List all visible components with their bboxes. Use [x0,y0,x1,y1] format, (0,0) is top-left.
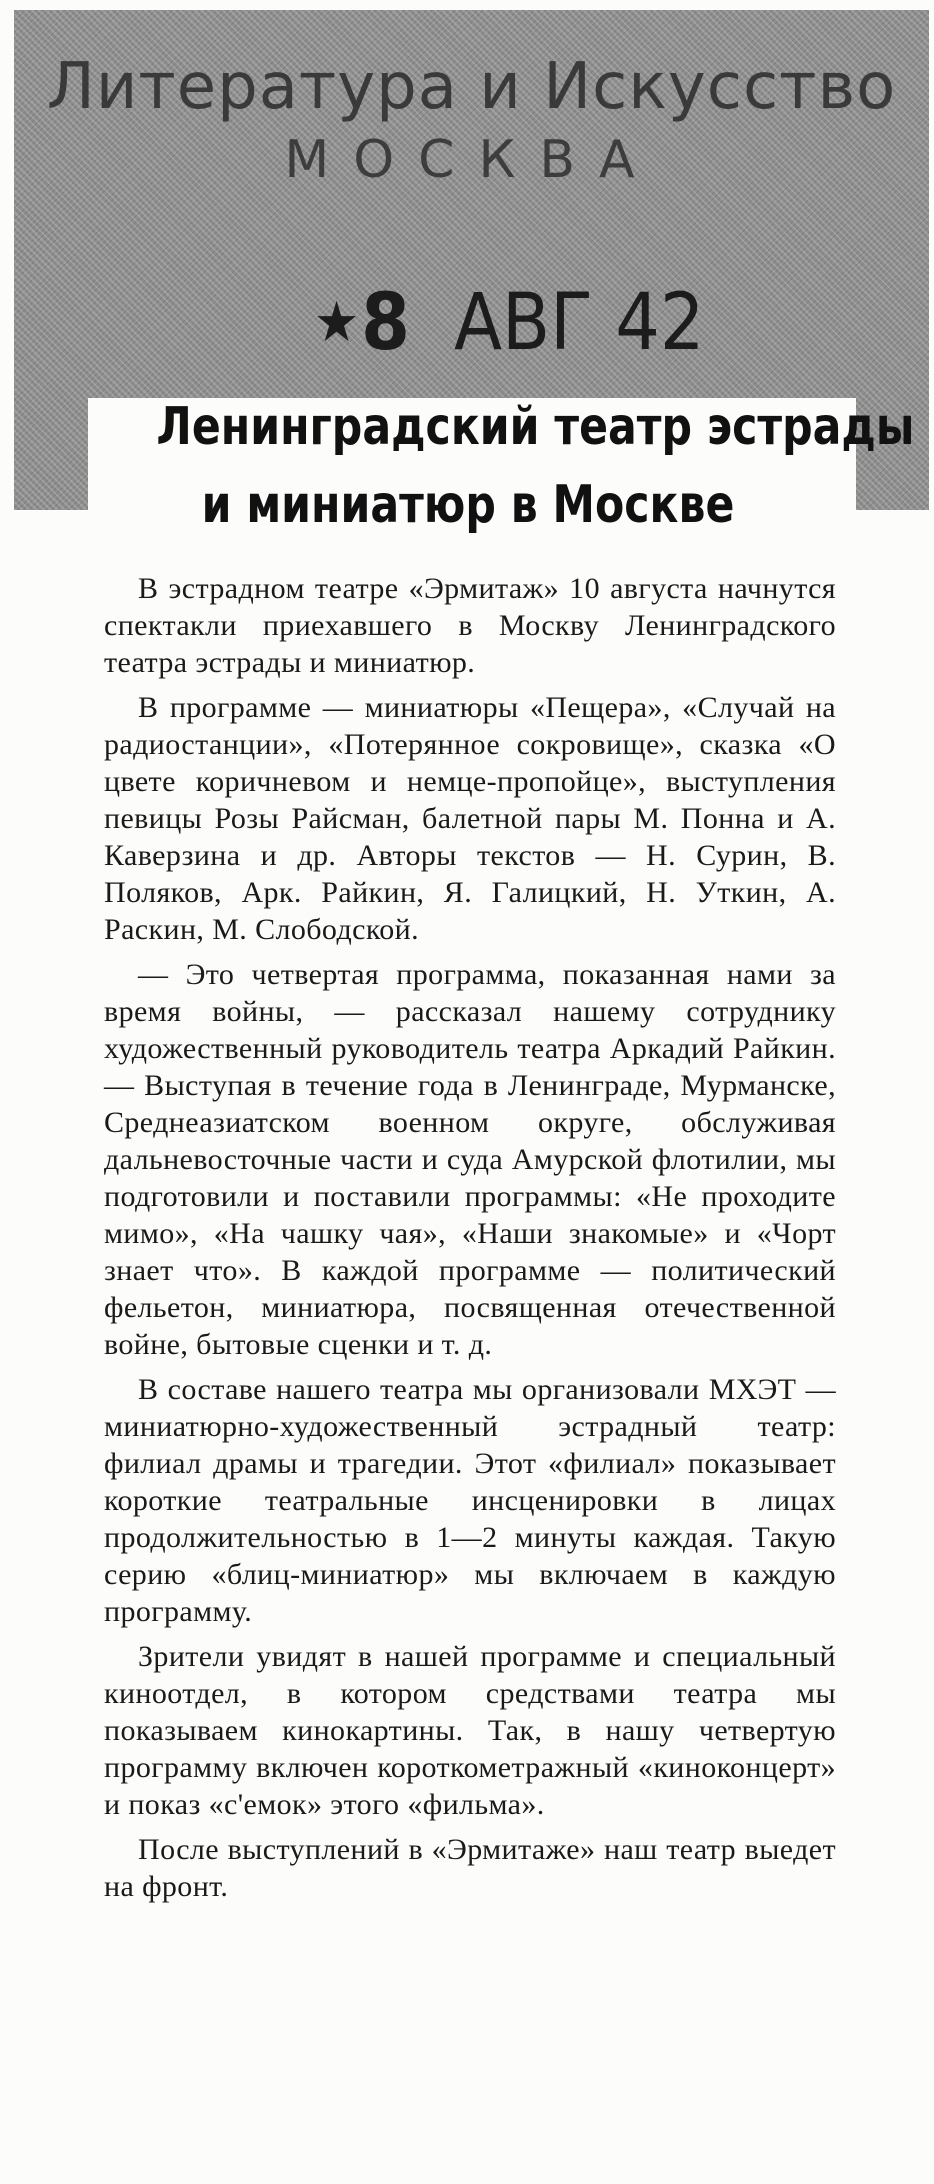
article-paragraph: В программе — миниатюры «Пещера», «Случай на радиостанции», «Потерянное сокровище», сказка «О цвете коричневом и немце-пропойце», выступления певицы Розы Райсман, балетной пары М. Понна и А. Каверзина и др. Авторы текстов — Н. Сурин, В. Поляков, Арк. Райкин, Я. Галицкий, Н. Уткин, А. Раскин, М. Слободской. [104,691,836,946]
article-paragraph: Зрители увидят в нашей программе и специальный киноотдел, в котором средствами театра мы показываем кинокартины. Так, в нашу четвертую программу включен короткометражный «киноконцерт» и показ «с'емок» этого «фильма». [104,1640,836,1821]
article-paragraph: — Это четвертая программа, показанная нами за время войны, — рассказал нашему сотруднику художественный руководитель театра Аркадий Райкин. — Выступая в течение года в Ленинграде, Мурманске, Среднеазиатском военном округе, обслуживая дальневосточные части и суда Амурской флотилии, мы подготовили и поставили программы: «Не проходите мимо», «На чашку чая», «Наши знакомые» и «Чорт знает что». В каждой программе — политический фельетон, миниатюра, посвященная отечественной войне, бытовые сценки и т. д. [104,958,836,1361]
stamp-publication-name: Литература и Искусство [46,50,897,124]
stamp-date [314,278,705,368]
headline-line-1: Ленинградский театр эстрады [156,397,915,457]
article-paragraph: После выступлений в «Эрмитаже» наш театр выедет на фронт. [104,1833,836,1903]
article-paragraph: В эстрадном театре «Эрмитаж» 10 августа начнутся спектакли приехавшего в Москву Ленинградского театра эстрады и миниатюр. [104,572,836,679]
stamp-date-month-year: АВГ 42 [454,278,705,368]
article-paragraph: В составе нашего театра мы организовали МХЭТ — миниатюрно-художественный эстрадный театр: филиал драмы и трагедии. Этот «филиал» показывает короткие театральные инсценировки в лицах продолжительностью в 1—2 минуты каждая. Такую серию «блиц-миниатюр» мы включаем в каждую программу. [104,1373,836,1628]
article-body [104,570,836,1913]
article-headline [156,388,915,544]
stamp-date-day: 8 [361,278,410,368]
stamp-city: МОСКВА [284,130,659,190]
headline-line-2: и миниатюр в Москве [201,475,735,535]
star-icon: ★ [314,290,360,355]
